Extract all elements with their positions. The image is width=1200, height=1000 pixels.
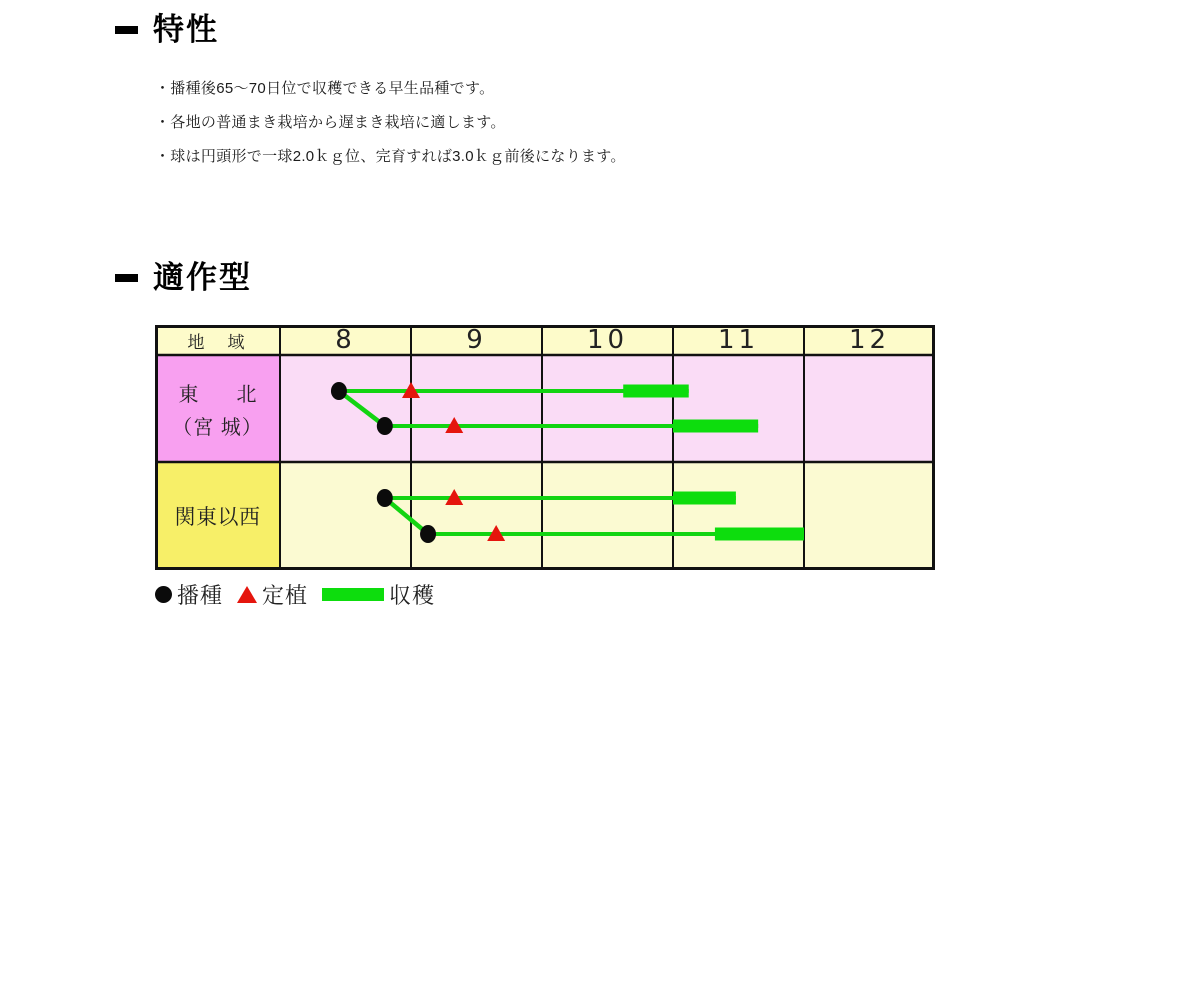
sowing-connector-line	[339, 391, 385, 426]
harvest-bar	[673, 420, 758, 433]
transplant-legend-label: 定植	[262, 583, 309, 608]
harvest-legend-label: 収穫	[389, 583, 436, 608]
cropping-type-title: 適作型	[153, 260, 252, 295]
characteristic-bullet: ・球は円頭形で一球2.0ｋｇ位、完育すれば3.0ｋｇ前後になります。	[155, 148, 626, 165]
transplant-triangle-icon	[237, 586, 257, 603]
characteristics-list	[155, 79, 626, 181]
sowing-marker	[377, 489, 393, 507]
sowing-legend-label: 播種	[177, 583, 224, 608]
cultivation-calendar-table	[155, 325, 935, 570]
month-header-12: 12	[848, 325, 891, 355]
region-name: 東 北	[178, 383, 266, 406]
characteristics-heading	[115, 14, 219, 45]
sowing-marker	[331, 382, 347, 400]
region-name: 関東以西	[174, 506, 261, 529]
characteristic-bullet: ・各地の普通まき栽培から遅まき栽培に適します。	[155, 114, 506, 131]
region-column-header: 地 域	[187, 332, 248, 352]
month-header-11: 11	[717, 325, 760, 355]
chart-legend	[155, 579, 435, 610]
month-header-10: 10	[586, 325, 629, 355]
heading-dash-icon	[115, 26, 138, 34]
sowing-circle-icon	[155, 586, 172, 603]
harvest-bar	[673, 492, 736, 505]
harvest-bar	[623, 385, 689, 398]
sowing-marker	[420, 525, 436, 543]
harvest-bar-icon	[322, 588, 384, 601]
region-subname: （宮 城）	[172, 416, 263, 439]
characteristics-title: 特性	[153, 12, 219, 47]
calendar-chart-overlay	[155, 325, 935, 570]
sowing-connector-line	[385, 498, 428, 534]
cropping-type-heading	[115, 262, 252, 293]
harvest-bar	[715, 528, 804, 541]
month-header-9: 9	[466, 325, 487, 355]
heading-dash-icon	[115, 274, 138, 282]
month-header-8: 8	[335, 325, 356, 355]
characteristic-bullet: ・播種後65～70日位で収穫できる早生品種です。	[155, 80, 495, 97]
sowing-marker	[377, 417, 393, 435]
